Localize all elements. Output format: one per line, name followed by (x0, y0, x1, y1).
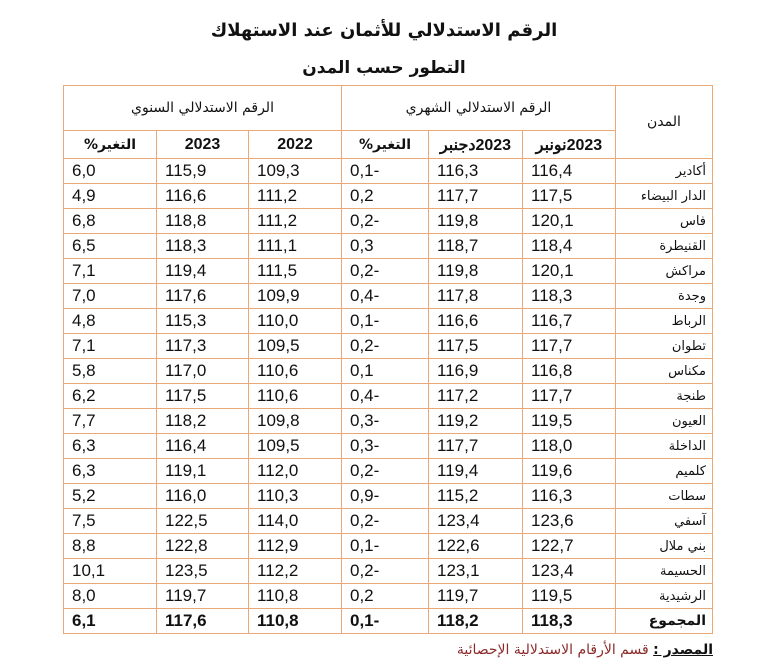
dec-2023-cell: 122,6 (429, 534, 523, 559)
year-2023-cell: 117,6 (157, 609, 249, 634)
table-row (64, 409, 713, 434)
year-2023-header: 2023 (157, 131, 249, 159)
year-2023-cell: 122,8 (157, 534, 249, 559)
nov-2023-cell: 118,4 (523, 234, 616, 259)
nov-2023-cell: 116,3 (523, 484, 616, 509)
dec-2023-cell: 117,2 (429, 384, 523, 409)
year-2023-cell: 119,4 (157, 259, 249, 284)
year-2022-cell: 111,2 (249, 209, 342, 234)
year-2023-cell: 117,0 (157, 359, 249, 384)
annual-change-cell: 6,8 (64, 209, 157, 234)
table-row (64, 459, 713, 484)
dec-2023-cell: 119,4 (429, 459, 523, 484)
annual-change-cell: 7,1 (64, 334, 157, 359)
year-2023-cell: 117,6 (157, 284, 249, 309)
nov-2023-cell: 117,7 (523, 384, 616, 409)
city-cell: سطات (616, 484, 713, 509)
annual-change-cell: 5,8 (64, 359, 157, 384)
source-label: المصدر : (653, 642, 713, 658)
nov-2023-cell: 117,7 (523, 334, 616, 359)
annual-change-cell: 6,3 (64, 459, 157, 484)
city-cell: الرشيدية (616, 584, 713, 609)
city-cell: الداخلة (616, 434, 713, 459)
year-2022-cell: 110,8 (249, 584, 342, 609)
nov-2023-cell: 122,7 (523, 534, 616, 559)
city-cell: فاس (616, 209, 713, 234)
year-2022-cell: 109,8 (249, 409, 342, 434)
year-2022-cell: 109,5 (249, 434, 342, 459)
table-row (64, 534, 713, 559)
city-cell: القنيطرة (616, 234, 713, 259)
table-row (64, 234, 713, 259)
nov-2023-cell: 118,3 (523, 284, 616, 309)
year-2023-cell: 119,7 (157, 584, 249, 609)
year-2023-cell: 122,5 (157, 509, 249, 534)
year-2023-cell: 118,2 (157, 409, 249, 434)
annual-change-cell: 7,7 (64, 409, 157, 434)
monthly-change-cell: 0,2 (342, 184, 429, 209)
dec-2023-cell: 117,7 (429, 184, 523, 209)
year-2023-cell: 116,4 (157, 434, 249, 459)
city-cell: بني ملال (616, 534, 713, 559)
annual-change-cell: 6,2 (64, 384, 157, 409)
monthly-change-cell: -0,2 (342, 509, 429, 534)
annual-change-cell: 8,8 (64, 534, 157, 559)
nov-2023-cell: 120,1 (523, 259, 616, 284)
table-row (64, 284, 713, 309)
year-2022-cell: 111,2 (249, 184, 342, 209)
monthly-change-cell: 0,1 (342, 359, 429, 384)
nov-2023-cell: 119,5 (523, 584, 616, 609)
monthly-change-cell: -0,1 (342, 534, 429, 559)
nov-2023-cell: 116,7 (523, 309, 616, 334)
table-row (64, 509, 713, 534)
nov-2023-header: 2023نونبر (523, 131, 616, 159)
annual-change-cell: 8,0 (64, 584, 157, 609)
city-cell: الدار البيضاء (616, 184, 713, 209)
city-cell: الرباط (616, 309, 713, 334)
monthly-change-cell: -0,4 (342, 284, 429, 309)
table-row (64, 484, 713, 509)
table-row (64, 559, 713, 584)
monthly-change-cell: -0,1 (342, 159, 429, 184)
dec-2023-cell: 119,8 (429, 209, 523, 234)
year-2023-cell: 116,0 (157, 484, 249, 509)
year-2023-cell: 117,5 (157, 384, 249, 409)
nov-2023-cell: 116,4 (523, 159, 616, 184)
annual-index-header: الرقم الاستدلالي السنوي (64, 86, 342, 131)
year-2022-cell: 110,6 (249, 384, 342, 409)
annual-change-cell: 4,8 (64, 309, 157, 334)
year-2023-cell: 123,5 (157, 559, 249, 584)
year-2023-cell: 117,3 (157, 334, 249, 359)
dec-2023-cell: 116,6 (429, 309, 523, 334)
city-cell: مكناس (616, 359, 713, 384)
annual-change-cell: 7,5 (64, 509, 157, 534)
monthly-change-cell: 0,2 (342, 584, 429, 609)
annual-change-cell: 6,0 (64, 159, 157, 184)
annual-change-cell: 7,1 (64, 259, 157, 284)
monthly-change-cell: -0,9 (342, 484, 429, 509)
year-2022-cell: 109,3 (249, 159, 342, 184)
nov-2023-cell: 118,3 (523, 609, 616, 634)
city-cell: تطوان (616, 334, 713, 359)
table-row (64, 309, 713, 334)
city-cell: العيون (616, 409, 713, 434)
city-cell: أكادير (616, 159, 713, 184)
annual-change-cell: 6,1 (64, 609, 157, 634)
annual-change-cell: 10,1 (64, 559, 157, 584)
table-row (64, 259, 713, 284)
table-row (64, 334, 713, 359)
price-index-table (63, 85, 713, 634)
year-2022-header: 2022 (249, 131, 342, 159)
monthly-index-header: الرقم الاستدلالي الشهري (342, 86, 616, 131)
annual-change-cell: 6,3 (64, 434, 157, 459)
nov-2023-cell: 117,5 (523, 184, 616, 209)
table-row (64, 434, 713, 459)
year-2022-cell: 109,9 (249, 284, 342, 309)
year-2022-cell: 111,5 (249, 259, 342, 284)
city-cell: المجموع (616, 609, 713, 634)
monthly-change-cell: -0,2 (342, 334, 429, 359)
year-2022-cell: 110,3 (249, 484, 342, 509)
year-2022-cell: 110,8 (249, 609, 342, 634)
dec-2023-header: 2023دجنبر (429, 131, 523, 159)
total-row (64, 609, 713, 634)
nov-2023-cell: 119,5 (523, 409, 616, 434)
monthly-change-cell: -0,3 (342, 434, 429, 459)
year-2022-cell: 112,9 (249, 534, 342, 559)
year-2022-cell: 112,2 (249, 559, 342, 584)
dec-2023-cell: 117,7 (429, 434, 523, 459)
table-row (64, 384, 713, 409)
monthly-change-cell: -0,2 (342, 459, 429, 484)
year-2023-cell: 115,9 (157, 159, 249, 184)
year-2022-cell: 110,6 (249, 359, 342, 384)
source-note (0, 642, 713, 658)
year-2022-cell: 114,0 (249, 509, 342, 534)
nov-2023-cell: 118,0 (523, 434, 616, 459)
table-row (64, 359, 713, 384)
monthly-change-cell: -0,2 (342, 259, 429, 284)
city-cell: وجدة (616, 284, 713, 309)
nov-2023-cell: 116,8 (523, 359, 616, 384)
monthly-change-cell: -0,2 (342, 209, 429, 234)
dec-2023-cell: 118,2 (429, 609, 523, 634)
dec-2023-cell: 117,8 (429, 284, 523, 309)
city-cell: الحسيمة (616, 559, 713, 584)
source-text: قسم الأرقام الاستدلالية الإحصائية (456, 642, 649, 658)
monthly-change-cell: -0,3 (342, 409, 429, 434)
cities-header: المدن (616, 86, 713, 159)
annual-change-cell: 7,0 (64, 284, 157, 309)
page-subtitle: التطور حسب المدن (302, 58, 466, 78)
dec-2023-cell: 119,7 (429, 584, 523, 609)
dec-2023-cell: 116,3 (429, 159, 523, 184)
dec-2023-cell: 117,5 (429, 334, 523, 359)
monthly-change-cell: -0,4 (342, 384, 429, 409)
dec-2023-cell: 119,8 (429, 259, 523, 284)
year-2022-cell: 109,5 (249, 334, 342, 359)
nov-2023-cell: 123,6 (523, 509, 616, 534)
annual-change-cell: 6,5 (64, 234, 157, 259)
monthly-change-cell: -0,1 (342, 309, 429, 334)
year-2022-cell: 110,0 (249, 309, 342, 334)
dec-2023-cell: 115,2 (429, 484, 523, 509)
year-2023-cell: 119,1 (157, 459, 249, 484)
dec-2023-cell: 119,2 (429, 409, 523, 434)
table-row (64, 184, 713, 209)
city-cell: طنجة (616, 384, 713, 409)
monthly-change-cell: -0,1 (342, 609, 429, 634)
table-row (64, 584, 713, 609)
city-cell: كلميم (616, 459, 713, 484)
year-2023-cell: 116,6 (157, 184, 249, 209)
city-cell: آسفي (616, 509, 713, 534)
annual-change-cell: 5,2 (64, 484, 157, 509)
monthly-change-header: التغير% (342, 131, 429, 159)
dec-2023-cell: 118,7 (429, 234, 523, 259)
nov-2023-cell: 123,4 (523, 559, 616, 584)
dec-2023-cell: 123,4 (429, 509, 523, 534)
year-2023-cell: 118,8 (157, 209, 249, 234)
page-title: الرقم الاستدلالي للأثمان عند الاستهلاك (210, 20, 558, 41)
city-cell: مراكش (616, 259, 713, 284)
dec-2023-cell: 116,9 (429, 359, 523, 384)
nov-2023-cell: 119,6 (523, 459, 616, 484)
annual-change-cell: 4,9 (64, 184, 157, 209)
year-2022-cell: 111,1 (249, 234, 342, 259)
year-2023-cell: 118,3 (157, 234, 249, 259)
table-row (64, 159, 713, 184)
annual-change-header: التغير% (64, 131, 157, 159)
year-2023-cell: 115,3 (157, 309, 249, 334)
table-row (64, 209, 713, 234)
nov-2023-cell: 120,1 (523, 209, 616, 234)
year-2022-cell: 112,0 (249, 459, 342, 484)
monthly-change-cell: -0,2 (342, 559, 429, 584)
dec-2023-cell: 123,1 (429, 559, 523, 584)
monthly-change-cell: 0,3 (342, 234, 429, 259)
